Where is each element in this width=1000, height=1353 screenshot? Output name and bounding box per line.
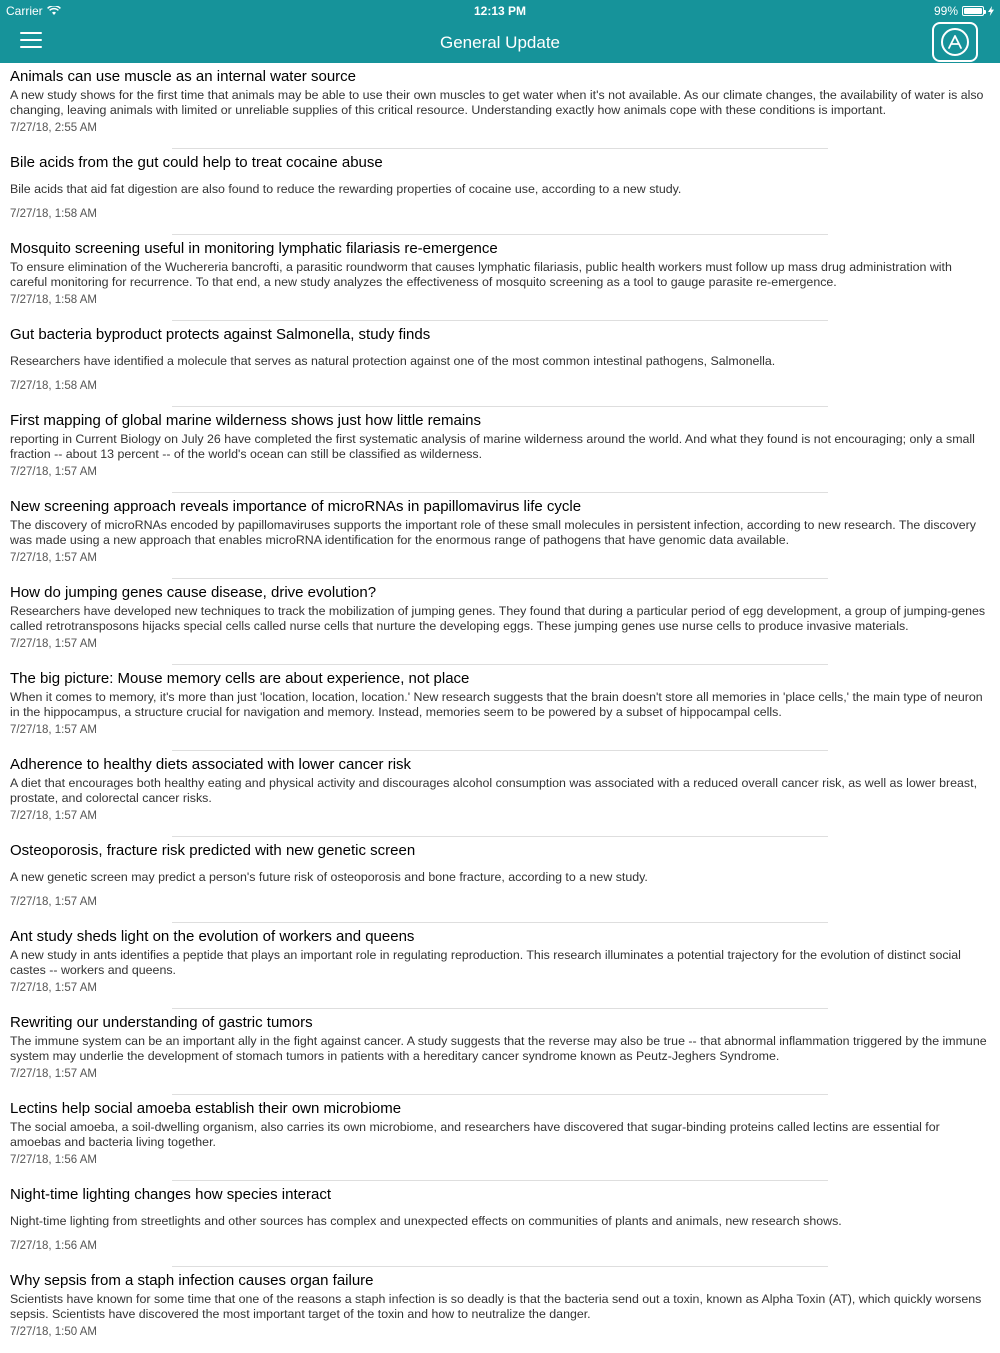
article-summary: Scientists have known for some time that one of the reasons a staph infection is so deadly is that the bacteria send out a toxin, known as Alpha Toxin (AT), which quickly worsens sepsis. Scientists have discovered the most important target of the toxin and how to neutralize the danger. <box>10 1292 982 1321</box>
list-item[interactable] <box>0 1009 1000 1095</box>
list-item[interactable] <box>0 837 1000 923</box>
article-summary: A new study shows for the first time that animals may be able to use their own muscles to get water when it's not available. As our climate changes, the availability of water is also changing, leaving animals with limited or unreliable supplies of this critical resource. Understanding exactly how animals cope with these conditions is important. <box>10 88 984 117</box>
article-summary: A new study in ants identifies a peptide that plays an important role in regulating reproduction. This research illuminates a potential trajectory for the evolution of distinct social castes -- workers and queens. <box>10 948 961 977</box>
article-date: 7/27/18, 1:57 AM <box>10 982 97 994</box>
article-list <box>0 63 1000 1353</box>
article-title: First mapping of global marine wilderness shows just how little remains <box>10 412 482 429</box>
status-time: 12:13 PM <box>473 4 527 18</box>
article-title: How do jumping genes cause disease, drive evolution? <box>10 584 377 601</box>
article-title: New screening approach reveals importance of microRNAs in papillomavirus life cycle <box>10 498 582 515</box>
article-summary: reporting in Current Biology on July 26 have completed the first systematic analysis of marine wilderness around the world. And what they found is not encouraging; only a small fraction -- about 13 percent -- of the world's ocean can still be classified as wilderness. <box>10 432 975 461</box>
list-item[interactable] <box>0 149 1000 235</box>
article-date: 7/27/18, 1:57 AM <box>10 638 97 650</box>
article-title: Osteoporosis, fracture risk predicted with new genetic screen <box>10 842 416 859</box>
list-item[interactable] <box>0 665 1000 751</box>
article-title: The big picture: Mouse memory cells are about experience, not place <box>10 670 470 687</box>
status-bar <box>0 0 1000 22</box>
article-title: Adherence to healthy diets associated with lower cancer risk <box>10 756 412 773</box>
article-title: Why sepsis from a staph infection causes organ failure <box>10 1272 374 1289</box>
list-item[interactable] <box>0 1181 1000 1267</box>
battery-icon <box>962 6 984 16</box>
article-date: 7/27/18, 1:56 AM <box>10 1240 97 1252</box>
article-date: 7/27/18, 1:50 AM <box>10 1326 97 1338</box>
article-summary: The discovery of microRNAs encoded by papillomaviruses supports the important role of these small molecules in persistent infection, according to new research. The discovery was made using a new approach that enables microRNA identification for the enormous range of pathogens that have genomic data available. <box>10 518 977 547</box>
battery-percent: 99% <box>933 4 958 18</box>
article-date: 7/27/18, 1:57 AM <box>10 896 97 908</box>
article-title: Night-time lighting changes how species interact <box>10 1186 331 1203</box>
article-title: Mosquito screening useful in monitoring lymphatic filariasis re-emergence <box>10 240 498 257</box>
status-right <box>934 4 994 18</box>
article-date: 7/27/18, 1:56 AM <box>10 1154 97 1166</box>
article-title: Ant study sheds light on the evolution of workers and queens <box>10 928 415 945</box>
article-summary: Night-time lighting from streetlights and other sources has complex and unexpected effects on communities of plants and animals, new research shows. <box>10 1214 842 1228</box>
list-item[interactable] <box>0 751 1000 837</box>
list-item[interactable] <box>0 407 1000 493</box>
article-title: Bile acids from the gut could help to treat cocaine abuse <box>10 154 383 171</box>
article-summary: To ensure elimination of the Wuchereria bancrofti, a parasitic roundworm that causes lymphatic filariasis, public health workers must follow up mass drug administration with careful monitoring for recurrence. To that end, a new study analyzes the effectiveness of mosquito screening as a tool to gauge parasite re-emergence. <box>10 260 952 289</box>
article-summary: The immune system can be an important ally in the fight against cancer. A study suggests that the reverse may also be true -- that abnormal inflammation triggered by the immune system may underlie the development of stomach tumors in patients with a hereditary cancer syndrome known as Peutz-Jeghers Syndrome. <box>10 1034 987 1063</box>
article-date: 7/27/18, 1:58 AM <box>10 380 97 392</box>
list-item[interactable] <box>0 493 1000 579</box>
list-item[interactable] <box>0 235 1000 321</box>
article-date: 7/27/18, 1:57 AM <box>10 1068 97 1080</box>
article-summary: Researchers have developed new techniques to track the mobilization of jumping genes. They found that during a particular period of egg development, a group of jumping-genes called retrotransposons hijacks special cells called nurse cells that nurture the developing eggs. These jumping genes use nurse cells to produce invasive materials. <box>10 604 986 633</box>
app-store-button[interactable] <box>932 22 978 62</box>
article-summary: Researchers have identified a molecule that serves as natural protection against one of the most common intestinal pathogens, Salmonella. <box>10 354 776 368</box>
list-item[interactable] <box>0 579 1000 665</box>
carrier-label: Carrier <box>6 4 43 18</box>
page-title: General Update <box>439 33 561 52</box>
app-store-icon <box>941 28 969 56</box>
list-item[interactable] <box>0 321 1000 407</box>
article-title: Gut bacteria byproduct protects against Salmonella, study finds <box>10 326 431 343</box>
article-title: Animals can use muscle as an internal water source <box>10 68 356 85</box>
article-date: 7/27/18, 1:57 AM <box>10 724 97 736</box>
nav-bar <box>0 0 1000 63</box>
list-item[interactable] <box>0 923 1000 1009</box>
article-summary: When it comes to memory, it's more than just 'location, location, location.' New research suggests that the brain doesn't store all memories in 'place cells,' the main type of neuron in the hippocampus, a structure crucial for navigation and memory. Instead, memories seem to be powered by a subset of hippocampal cells. <box>10 690 983 719</box>
article-date: 7/27/18, 1:57 AM <box>10 810 97 822</box>
list-item[interactable] <box>0 1267 1000 1353</box>
article-summary: A new genetic screen may predict a person's future risk of osteoporosis and bone fracture, according to a new study. <box>10 870 648 884</box>
charging-bolt-icon <box>988 6 994 16</box>
list-item[interactable] <box>0 63 1000 149</box>
article-date: 7/27/18, 1:57 AM <box>10 552 97 564</box>
article-summary: Bile acids that aid fat digestion are also found to reduce the rewarding properties of cocaine use, according to a new study. <box>10 182 682 196</box>
article-date: 7/27/18, 1:57 AM <box>10 466 97 478</box>
article-title: Rewriting our understanding of gastric tumors <box>10 1014 313 1031</box>
article-date: 7/27/18, 1:58 AM <box>10 294 97 306</box>
article-date: 7/27/18, 2:55 AM <box>10 122 97 134</box>
article-title: Lectins help social amoeba establish their own microbiome <box>10 1100 402 1117</box>
article-date: 7/27/18, 1:58 AM <box>10 208 97 220</box>
article-summary: The social amoeba, a soil-dwelling organism, also carries its own microbiome, and researchers have discovered that sugar-binding proteins called lectins are essential for amoebas and bacteria living together. <box>10 1120 940 1149</box>
article-summary: A diet that encourages both healthy eating and physical activity and discourages alcohol consumption was associated with a reduced overall cancer risk, as well as lower breast, prostate, and colorectal cancer risks. <box>10 776 978 805</box>
list-item[interactable] <box>0 1095 1000 1181</box>
